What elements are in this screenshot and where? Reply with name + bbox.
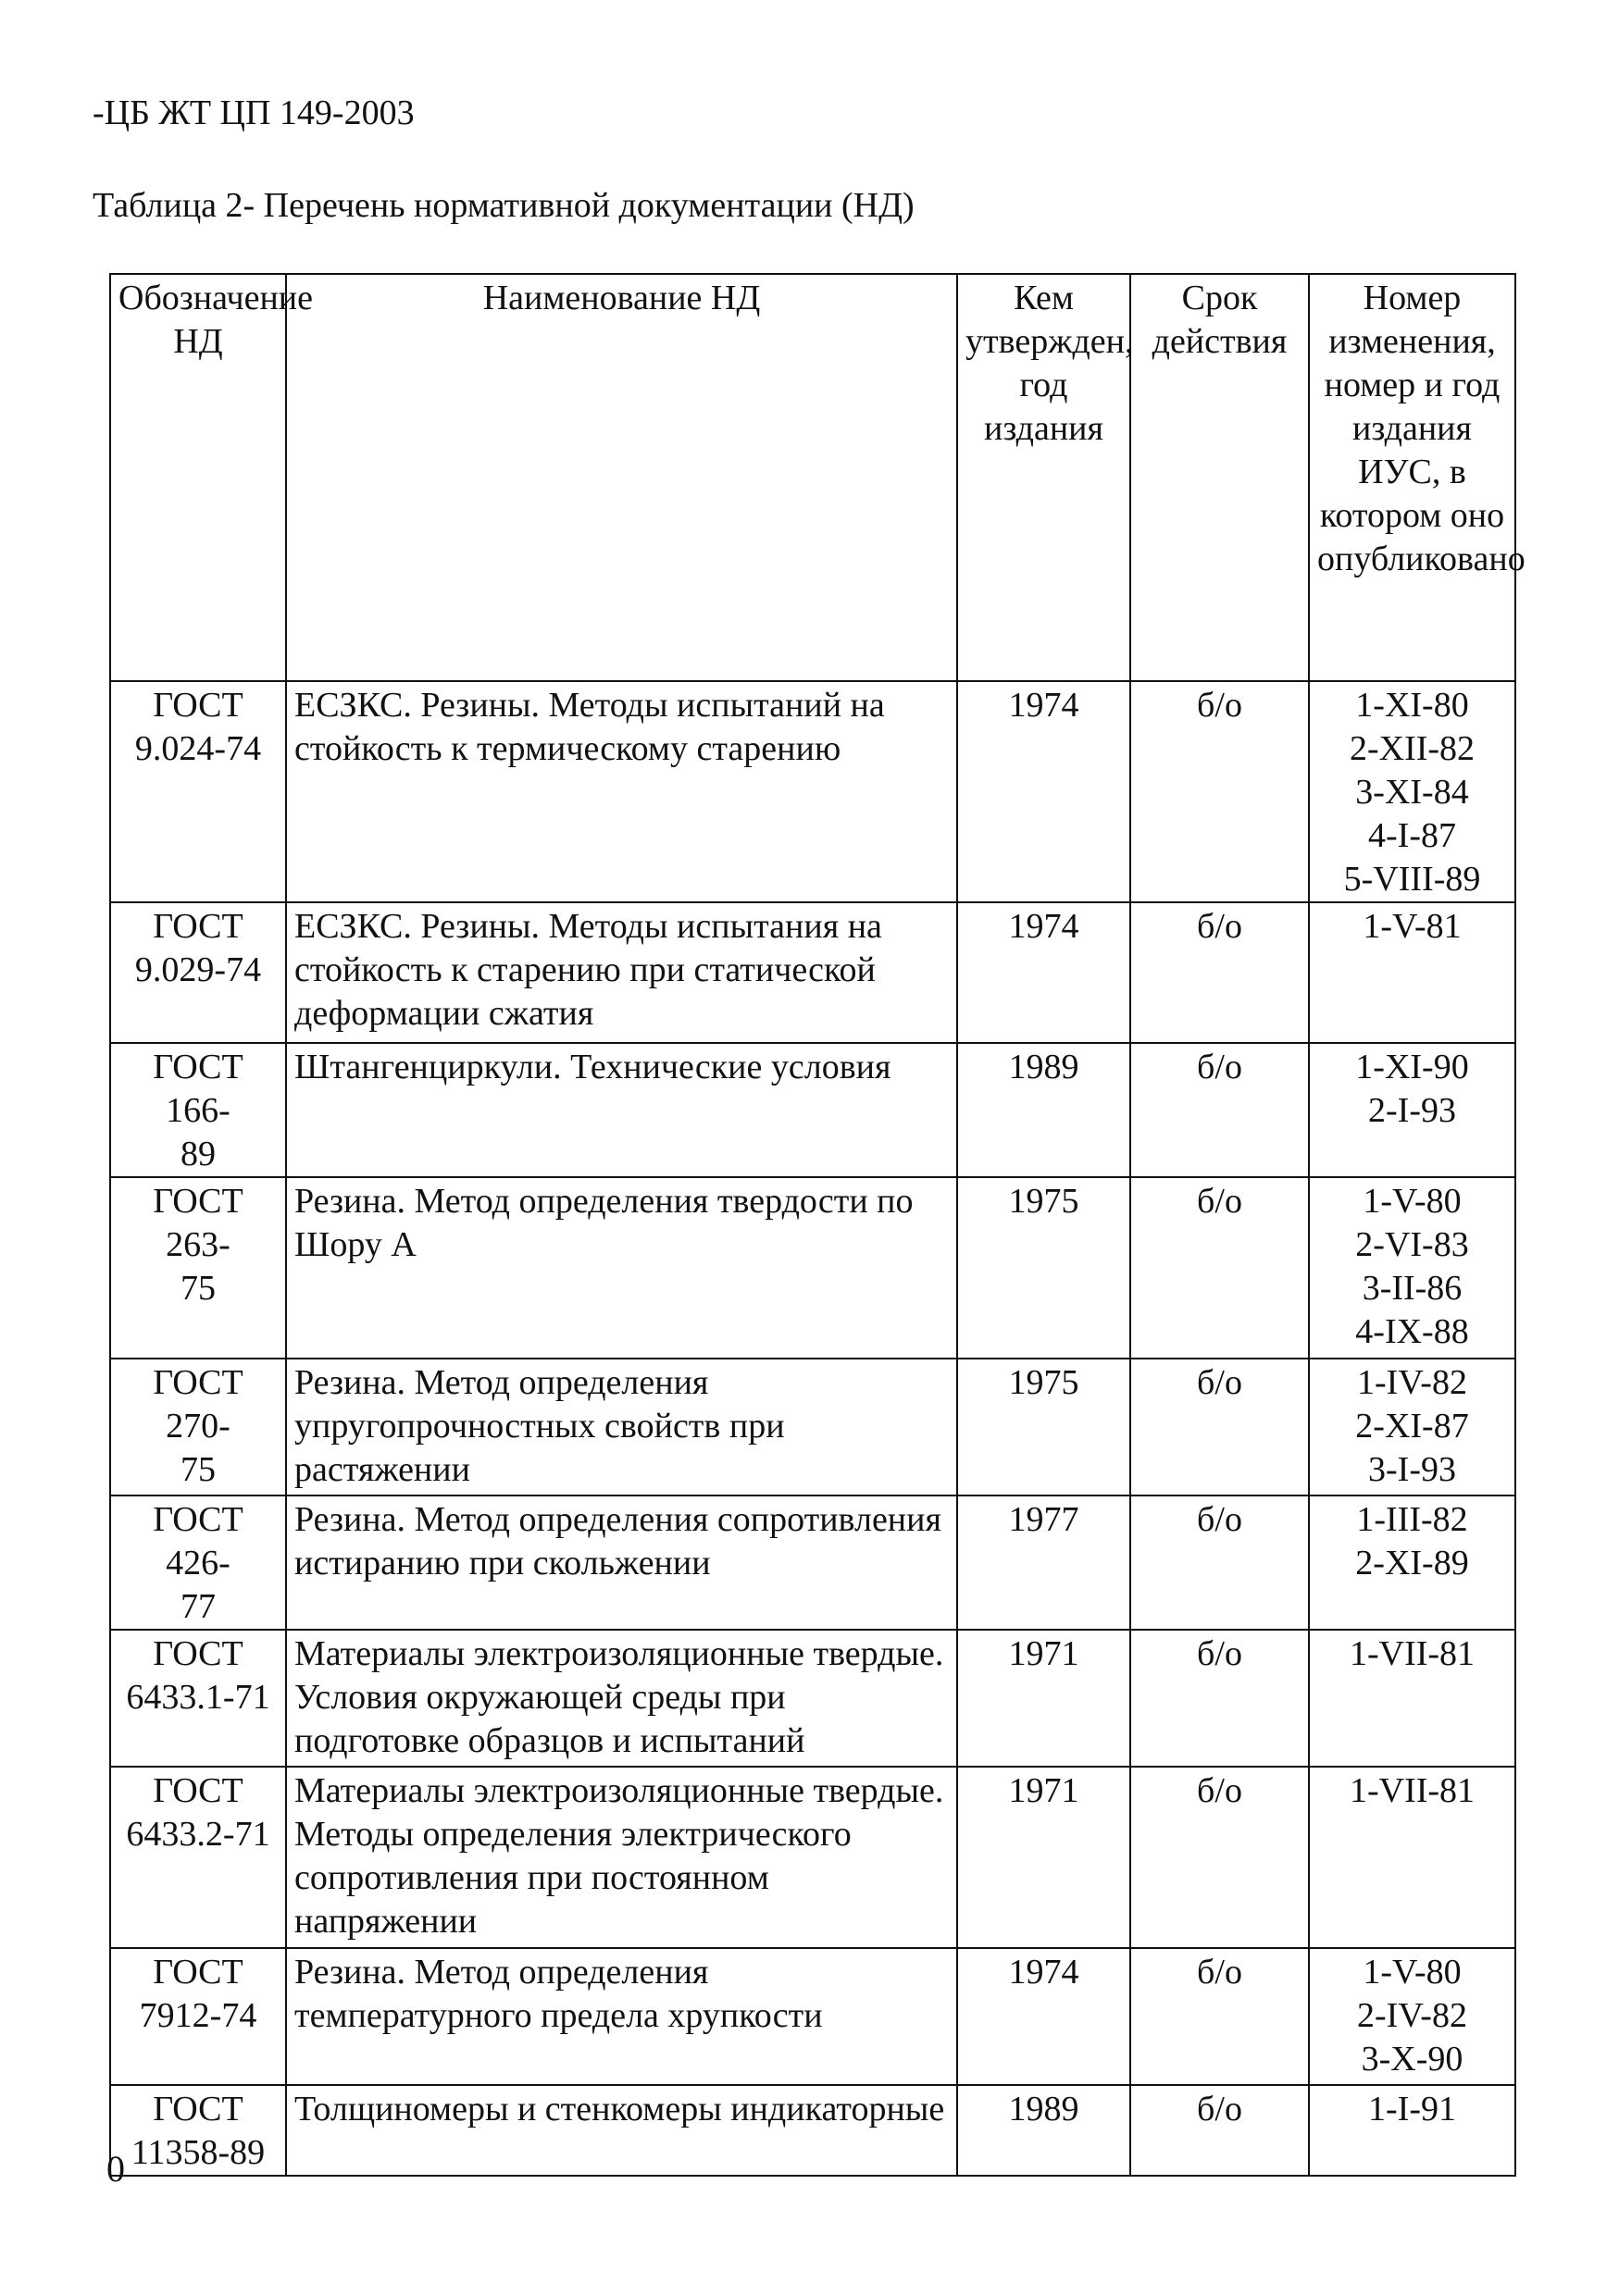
column-header-validity: Срок действия bbox=[1130, 274, 1309, 681]
table-row bbox=[110, 1496, 1515, 1630]
table-header-row bbox=[110, 274, 1515, 681]
document-code: -ЦБ ЖТ ЦП 149-2003 bbox=[93, 93, 415, 132]
table-row bbox=[110, 1630, 1515, 1767]
cell-changes: 1-V-81 bbox=[1309, 902, 1515, 1043]
cell-code: ГОСТ 263- 75 bbox=[110, 1177, 286, 1359]
cell-year: 1975 bbox=[957, 1177, 1130, 1359]
table-row bbox=[110, 902, 1515, 1043]
cell-term: б/о bbox=[1130, 902, 1309, 1043]
cell-changes: 1-IV-82 2-XI-87 3-I-93 bbox=[1309, 1359, 1515, 1496]
cell-term: б/о bbox=[1130, 2085, 1309, 2176]
table-row bbox=[110, 1043, 1515, 1177]
cell-name: Резина. Метод определения упругопрочностных свойств при растяжении bbox=[286, 1359, 957, 1496]
cell-year: 1971 bbox=[957, 1767, 1130, 1948]
cell-name: Резина. Метод определения твердости по Шору А bbox=[286, 1177, 957, 1359]
cell-name: Штангенциркули. Технические условия bbox=[286, 1043, 957, 1177]
cell-name: Толщиномеры и стенкомеры индикаторные bbox=[286, 2085, 957, 2176]
cell-term: б/о bbox=[1130, 1496, 1309, 1630]
cell-code: ГОСТ 6433.2-71 bbox=[110, 1767, 286, 1948]
table-row bbox=[110, 1359, 1515, 1496]
cell-code: ГОСТ 9.029-74 bbox=[110, 902, 286, 1043]
cell-changes: 1-XI-90 2-I-93 bbox=[1309, 1043, 1515, 1177]
column-header-approved-by: Кем утвержден, год издания bbox=[957, 274, 1130, 681]
cell-term: б/о bbox=[1130, 1043, 1309, 1177]
table-row bbox=[110, 1177, 1515, 1359]
cell-code: ГОСТ 7912-74 bbox=[110, 1948, 286, 2085]
cell-name: ЕСЗКС. Резины. Методы испытаний на стойкость к термическому старению bbox=[286, 681, 957, 902]
page-number: 0 bbox=[106, 2148, 125, 2190]
cell-name: Материалы электроизоляционные твердые. Условия окружающей среды при подготовке образцов и испытаний bbox=[286, 1630, 957, 1767]
cell-changes: 1-XI-80 2-XII-82 3-XI-84 4-I-87 5-VIII-89 bbox=[1309, 681, 1515, 902]
column-header-name: Наименование НД bbox=[286, 274, 957, 681]
cell-changes: 1-III-82 2-XI-89 bbox=[1309, 1496, 1515, 1630]
cell-year: 1989 bbox=[957, 2085, 1130, 2176]
table-row bbox=[110, 2085, 1515, 2176]
cell-year: 1974 bbox=[957, 681, 1130, 902]
cell-code: ГОСТ 426- 77 bbox=[110, 1496, 286, 1630]
cell-code: ГОСТ 166- 89 bbox=[110, 1043, 286, 1177]
cell-name: Материалы электроизоляционные твердые. Методы определения электрического сопротивления при постоянном напряжении bbox=[286, 1767, 957, 1948]
table-row bbox=[110, 1767, 1515, 1948]
cell-name: ЕСЗКС. Резины. Методы испытания на стойкость к старению при статической деформации сжатия bbox=[286, 902, 957, 1043]
cell-changes: 1-VII-81 bbox=[1309, 1630, 1515, 1767]
cell-name: Резина. Метод определения сопротивления истиранию при скольжении bbox=[286, 1496, 957, 1630]
cell-term: б/о bbox=[1130, 1630, 1309, 1767]
column-header-code: Обозначение НД bbox=[110, 274, 286, 681]
cell-term: б/о bbox=[1130, 1948, 1309, 2085]
cell-changes: 1-VII-81 bbox=[1309, 1767, 1515, 1948]
cell-changes: 1-I-91 bbox=[1309, 2085, 1515, 2176]
table-row bbox=[110, 1948, 1515, 2085]
cell-year: 1977 bbox=[957, 1496, 1130, 1630]
cell-year: 1971 bbox=[957, 1630, 1130, 1767]
table-row bbox=[110, 681, 1515, 902]
cell-changes: 1-V-80 2-IV-82 3-X-90 bbox=[1309, 1948, 1515, 2085]
cell-term: б/о bbox=[1130, 681, 1309, 902]
column-header-changes: Номер изменения, номер и год издания ИУС, в котором оно опубликовано bbox=[1309, 274, 1515, 681]
cell-name: Резина. Метод определения температурного предела хрупкости bbox=[286, 1948, 957, 2085]
cell-year: 1975 bbox=[957, 1359, 1130, 1496]
cell-code: ГОСТ 270- 75 bbox=[110, 1359, 286, 1496]
cell-term: б/о bbox=[1130, 1177, 1309, 1359]
cell-changes: 1-V-80 2-VI-83 3-II-86 4-IX-88 bbox=[1309, 1177, 1515, 1359]
cell-code: ГОСТ 11358-89 bbox=[110, 2085, 286, 2176]
cell-year: 1974 bbox=[957, 1948, 1130, 2085]
cell-year: 1974 bbox=[957, 902, 1130, 1043]
table-caption: Таблица 2- Перечень нормативной документации (НД) bbox=[93, 186, 915, 225]
cell-code: ГОСТ 6433.1-71 bbox=[110, 1630, 286, 1767]
cell-year: 1989 bbox=[957, 1043, 1130, 1177]
cell-term: б/о bbox=[1130, 1767, 1309, 1948]
cell-code: ГОСТ 9.024-74 bbox=[110, 681, 286, 902]
normative-documents-table bbox=[109, 273, 1526, 2177]
cell-term: б/о bbox=[1130, 1359, 1309, 1496]
